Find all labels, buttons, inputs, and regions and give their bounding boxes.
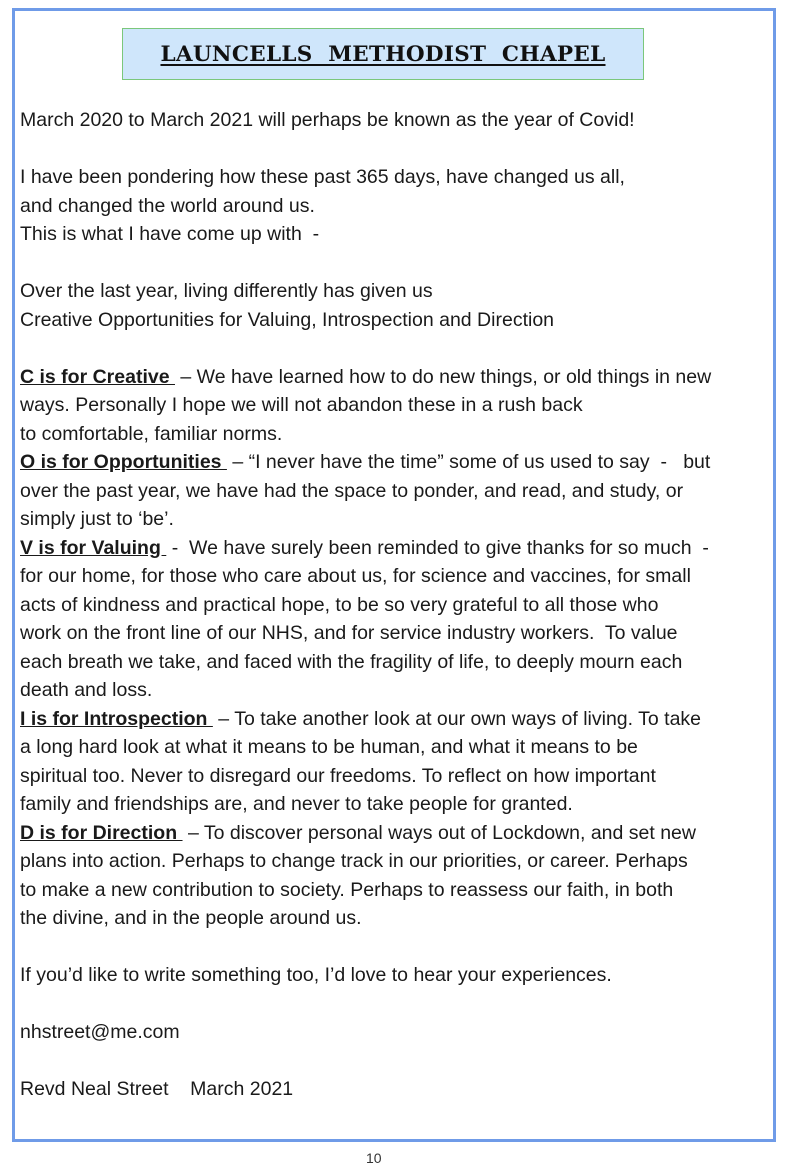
paragraph-gap [20, 933, 772, 962]
section-creative [20, 363, 772, 392]
section-text: family and friendships are, and never to take people for granted. [20, 793, 573, 815]
section-text: ways. Personally I hope we will not abandon these in a rush back [20, 394, 583, 416]
section-text: for our home, for those who care about us, for science and vaccines, for small [20, 565, 691, 587]
section-text: a long hard look at what it means to be human, and what it means to be [20, 736, 638, 758]
paragraph-gap [20, 135, 772, 164]
section-text: – We have learned how to do new things, or old things in new [174, 365, 712, 388]
closing-invite: If you’d like to write something too, I’d love to hear your experiences. [20, 964, 612, 986]
section-text: death and loss. [20, 679, 153, 701]
intro-line: I have been pondering how these past 365 days, have changed us all, [20, 166, 625, 188]
intro-line: Creative Opportunities for Valuing, Introspection and Direction [20, 308, 555, 331]
paragraph-gap [20, 1047, 772, 1076]
paragraph-gap [20, 990, 772, 1019]
paragraph-gap [20, 249, 772, 278]
signature: Revd Neal Street March 2021 [20, 1078, 294, 1100]
section-heading-opportunities: O is for Opportunities [20, 451, 227, 473]
section-heading-direction: D is for Direction [20, 821, 183, 844]
title-box [122, 28, 644, 80]
section-text: – To discover personal ways out of Lockdown, and set new [182, 821, 696, 844]
section-heading-creative: C is for Creative [20, 365, 175, 388]
page-number: 10 [366, 1150, 382, 1166]
section-text: spiritual too. Never to disregard our freedoms. To reflect on how important [20, 764, 656, 787]
section-introspection [20, 705, 772, 734]
section-text: - We have surely been reminded to give thanks for so much - [166, 536, 709, 559]
section-text: acts of kindness and practical hope, to be so very grateful to all those who [20, 593, 659, 616]
paragraph-gap [20, 334, 772, 363]
section-text: to make a new contribution to society. Perhaps to reassess our faith, in both [20, 878, 674, 901]
section-heading-valuing: V is for Valuing [20, 536, 167, 559]
intro-line: and changed the world around us. [20, 194, 315, 217]
page-title: LAUNCELLS METHODIST CHAPEL [160, 41, 606, 67]
section-text: over the past year, we have had the space to ponder, and read, and study, or [20, 479, 684, 502]
article-body [20, 106, 772, 1104]
section-opportunities [20, 448, 772, 477]
section-text: simply just to ‘be’. [20, 508, 174, 530]
section-text: – To take another look at our own ways of living. To take [212, 707, 702, 730]
intro-line: This is what I have come up with - [20, 223, 320, 245]
section-text: to comfortable, familiar norms. [20, 422, 283, 445]
section-text: each breath we take, and faced with the fragility of life, to deeply mourn each [20, 650, 683, 673]
intro-line: March 2020 to March 2021 will perhaps be known as the year of Covid! [20, 109, 635, 131]
section-text: plans into action. Perhaps to change track in our priorities, or career. Perhaps [20, 850, 688, 872]
section-text: the divine, and in the people around us. [20, 907, 362, 929]
section-valuing [20, 534, 772, 563]
section-direction [20, 819, 772, 848]
intro-line: Over the last year, living differently has given us [20, 280, 433, 302]
section-heading-introspection: I is for Introspection [20, 707, 213, 730]
section-text: – “I never have the time” some of us used to say - but [226, 451, 711, 473]
contact-email: nhstreet@me.com [20, 1021, 180, 1043]
section-text: work on the front line of our NHS, and for service industry workers. To value [20, 622, 678, 644]
